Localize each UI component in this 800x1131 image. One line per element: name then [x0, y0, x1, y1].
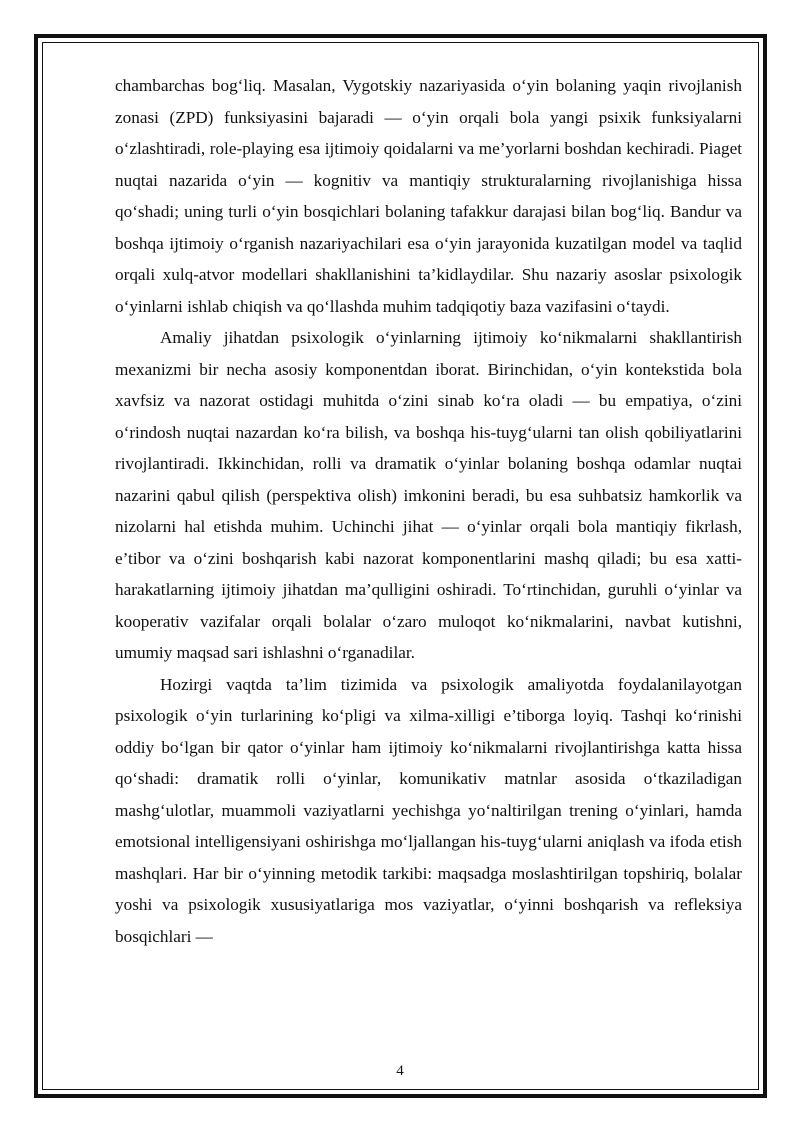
- paragraph-2: Amaliy jihatdan psixologik o‘yinlarning ijtimoiy ko‘nikmalarni shakllantirish mexanizmi bir necha asosiy komponentdan iborat. Birinchidan, o‘yin kontekstida bola xavfsiz va nazorat ostidagi muhitda o‘zini sinab ko‘ra oladi — bu empatiya, o‘zini o‘rindosh nuqtai nazardan ko‘ra bilish, va boshqa his-tuyg‘ularni tan olish qobiliyatlarini rivojlantiradi. Ikkinchidan, rolli va dramatik o‘yinlar bolaning boshqa odamlar nuqtai nazarini qabul qilish (perspektiva olish) imkonini beradi, bu esa suhbatsiz hamkorlik va nizolarni hal etishda muhim. Uchinchi jihat — o‘yinlar orqali bola mantiqiy fikrlash, e’tibor va o‘zini boshqarish kabi nazorat komponentlarini mashq qiladi; bu esa xatti-harakatlarning ijtimoiy jihatdan ma’qulligini oshiradi. To‘rtinchidan, guruhli o‘yinlar va kooperativ vazifalar orqali bolalar o‘zaro muloqot ko‘nikmalarini, navbat kutishni, umumiy maqsad sari ishlashni o‘rganadilar.: [115, 328, 742, 662]
- page-number: 4: [396, 1063, 404, 1079]
- paragraph-1: chambarchas bog‘liq. Masalan, Vygotskiy nazariyasida o‘yin bolaning yaqin rivojlanish zonasi (ZPD) funksiyasini bajaradi — o‘yin orqali bola yangi psixik funksiyalarni o‘zlashtiradi, role-playing esa ijtimoiy qoidalarni va me’yorlarni boshdan kechiradi. Piaget nuqtai nazarida o‘yin — kognitiv va mantiqiy strukturalarning rivojlanishiga hissa qo‘shadi; uning turli o‘yin bosqichlari bolaning tafakkur darajasi bilan bog‘liq. Bandur va boshqa ijtimoiy o‘rganish nazariyachilari esa o‘yin jarayonida kuzatilgan model va taqlid orqali xulq-atvor modellari shakllanishini ta’kidlaydilar. Shu nazariy asoslar psixologik o‘yinlarni ishlab chiqish va qo‘llashda muhim tadqiqotiy baza vazifasini o‘taydi.: [115, 76, 742, 316]
- paragraph-3: Hozirgi vaqtda ta’lim tizimida va psixologik amaliyotda foydalanilayotgan psixologik o‘yin turlarining ko‘pligi va xilma-xilligi e’tiborga loyiq. Tashqi ko‘rinishi oddiy bo‘lgan bir qator o‘yinlar ham ijtimoiy ko‘nikmalarni rivojlantirishga katta hissa qo‘shadi: dramatik rolli o‘yinlar, komunikativ matnlar asosida o‘tkaziladigan mashg‘ulotlar, muammoli vaziyatlarni yechishga yo‘naltirilgan trening o‘yinlari, hamda emotsional intelligensiyani oshirishga mo‘ljallangan his-tuyg‘ularni aniqlash va ifoda etish mashqlari. Har bir o‘yinning metodik tarkibi: maqsadga moslashtirilgan topshiriq, bolalar yoshi va psixologik xususiyatlariga mos vaziyatlar, o‘yinni boshqarish va refleksiya bosqichlari —: [115, 674, 742, 946]
- document-body: [115, 70, 742, 952]
